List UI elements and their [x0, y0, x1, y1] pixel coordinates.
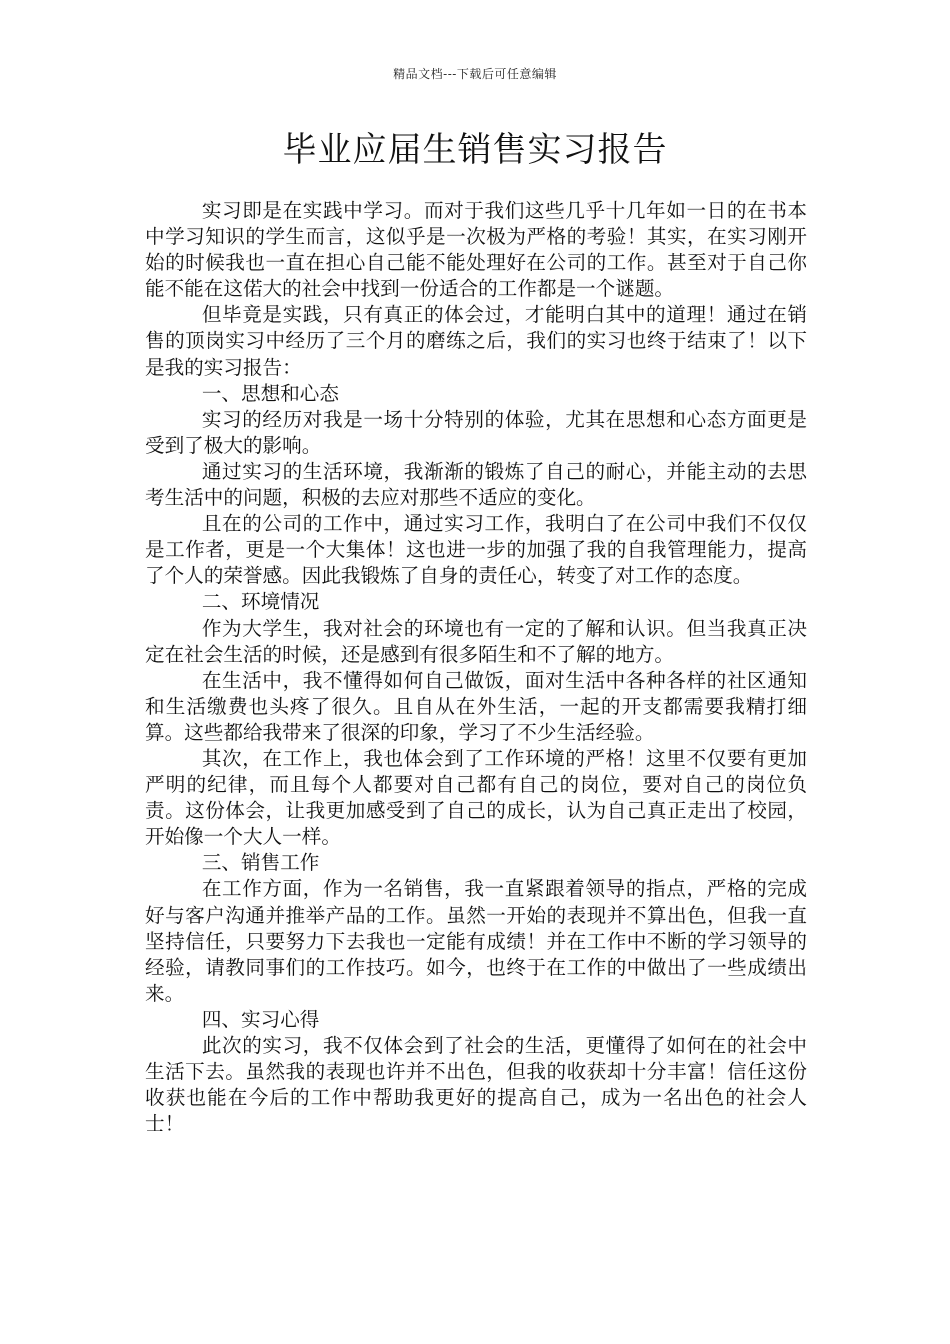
- section-heading-sales: 三、销售工作: [201, 851, 320, 875]
- paragraph-intro: 实习即是在实践中学习。而对于我们这些几乎十几年如一日的在书本中学习知识的学生而言，这似乎是一次极为严格的考验！其实，在实习刚开始的时候我也一直在担心自己能不能处理好在公司的工作。甚至对于自己你能不能在这偌大的社会中找到一份适合的工作都是一个谜题。: [145, 199, 807, 301]
- document-body: [145, 198, 807, 1137]
- paragraph-thought-3: 且在的公司的工作中，通过实习工作，我明白了在公司中我们不仅仅是工作者，更是一个大集体！这也进一步的加强了我的自我管理能力，提高了个人的荣誉感。因此我锻炼了自身的责任心，转变了对工作的态度。: [145, 512, 807, 588]
- paragraph-environment-1: 作为大学生，我对社会的环境也有一定的了解和认识。但当我真正决定在社会生活的时候，还是感到有很多陌生和不了解的地方。: [145, 616, 807, 666]
- paragraph-thought-2: 通过实习的生活环境，我渐渐的锻炼了自己的耐心，并能主动的去思考生活中的问题，积极的去应对那些不适应的变化。: [145, 459, 807, 510]
- paragraph-environment-2: 在生活中，我不懂得如何自己做饭，面对生活中各种各样的社区通知和生活缴费也头疼了很久。且自从在外生活，一起的开支都需要我精打细算。这些都给我带来了很深的印象，学习了不少生活经验。: [145, 668, 807, 744]
- section-heading-environment: 二、环境情况: [201, 590, 320, 614]
- section-heading-thought: 一、思想和心态: [201, 381, 339, 405]
- paragraph-thought-1: 实习的经历对我是一场十分特别的体验，尤其在思想和心态方面更是受到了极大的影响。: [145, 407, 807, 457]
- section-heading-reflection: 四、实习心得: [201, 1007, 320, 1031]
- paragraph-practice: 但毕竟是实践，只有真正的体会过，才能明白其中的道理！通过在销售的顶岗实习中经历了三个月的磨练之后，我们的实习也终于结束了！以下是我的实习报告：: [145, 303, 807, 379]
- paragraph-sales-1: 在工作方面，作为一名销售，我一直紧跟着领导的指点，严格的完成好与客户沟通并推举产品的工作。虽然一开始的表现并不算出色，但我一直坚持信任，只要努力下去我也一定能有成绩！并在工作中不断的学习领导的经验，请教同事们的工作技巧。如今，也终于在工作的中做出了一些成绩出来。: [145, 877, 807, 1005]
- document-title: 毕业应届生销售实习报告: [282, 130, 668, 170]
- header-note: 精品文档---下载后可任意编辑: [393, 67, 557, 81]
- paragraph-reflection-1: 此次的实习，我不仅体会到了社会的生活，更懂得了如何在的社会中生活下去。虽然我的表现也许并不出色，但我的收获却十分丰富！信任这份收获也能在今后的工作中帮助我更好的提高自己，成为一名出色的社会人士！: [145, 1034, 807, 1136]
- paragraph-environment-3: 其次，在工作上，我也体会到了工作环境的严格！这里不仅要有更加严明的纪律，而且每个人都要对自己都有自己的岗位，要对自己的岗位负责。这份体会，让我更加感受到了自己的成长，认为自己真正走出了校园，开始像一个大人一样。: [145, 746, 807, 849]
